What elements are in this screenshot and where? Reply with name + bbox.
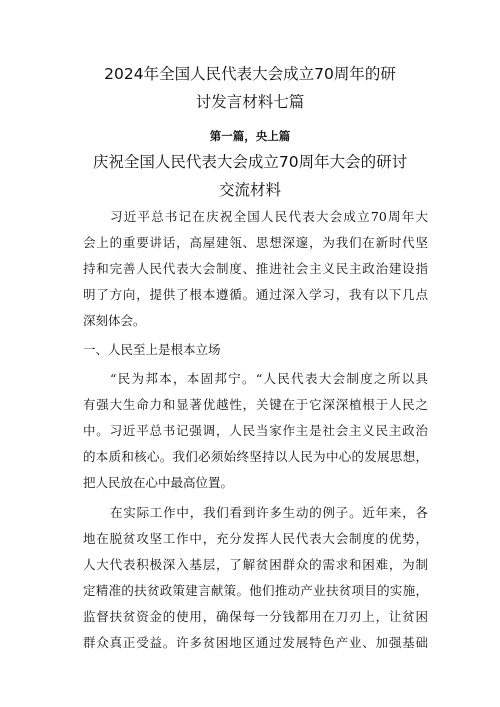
section-heading: 一、人民至上是根本立场 <box>83 342 221 357</box>
paragraph-line: 会上的重要讲话，高屋建瓴、思想深邃，为我们在新时代坚 <box>83 235 428 250</box>
paragraph-line: 群众真正受益。许多贫困地区通过发展特色产业、加强基础 <box>83 635 428 650</box>
paragraph-line: 持和完善人民代表大会制度、推进社会主义民主政治建设指 <box>83 261 428 276</box>
paragraph-line: 习近平总书记在庆祝全国人民代表大会成立70周年大 <box>110 209 428 224</box>
article-title-line-2: 交流材料 <box>218 181 281 199</box>
paragraph-line: “民为邦本，本固邦宁。“人民代表大会制度之所以具 <box>110 371 428 386</box>
document-title-line-2: 讨发言材料七篇 <box>195 93 305 111</box>
paragraph-line: 的本质和核心。我们必须始终坚持以人民为中心的发展思想， <box>83 449 428 464</box>
chapter-label: 第一篇，央上篇 <box>209 129 291 143</box>
paragraph-line: 深刻体会。 <box>83 313 146 328</box>
article-title-line-1: 庆祝全国人民代表大会成立70周年大会的研讨 <box>92 153 408 171</box>
paragraph-line: 把人民放在心中最高位置。 <box>83 475 234 490</box>
paragraph-line: 定精准的扶贫政策建言献策。他们推动产业扶贫项目的实施， <box>83 583 428 598</box>
paragraph-line: 人大代表积极深入基层，了解贫困群众的需求和困难，为制 <box>83 557 428 572</box>
paragraph-line: 中。习近平总书记强调，人民当家作主是社会主义民主政治 <box>83 423 428 438</box>
document-title-line-1: 2024年全国人民代表大会成立70周年的研 <box>104 65 396 83</box>
paragraph-line: 有强大生命力和显著优越性，关键在于它深深植根于人民之 <box>83 397 428 412</box>
paragraph-line: 在实际工作中，我们看到许多生动的例子。近年来，各 <box>110 505 428 520</box>
paragraph-line: 地在脱贫攻坚工作中，充分发挥人民代表大会制度的优势， <box>83 531 428 546</box>
paragraph-line: 明了方向，提供了根本遵循。通过深入学习，我有以下几点 <box>83 287 428 302</box>
paragraph-line: 监督扶贫资金的使用，确保每一分钱都用在刀刃上，让贫困 <box>83 609 428 624</box>
